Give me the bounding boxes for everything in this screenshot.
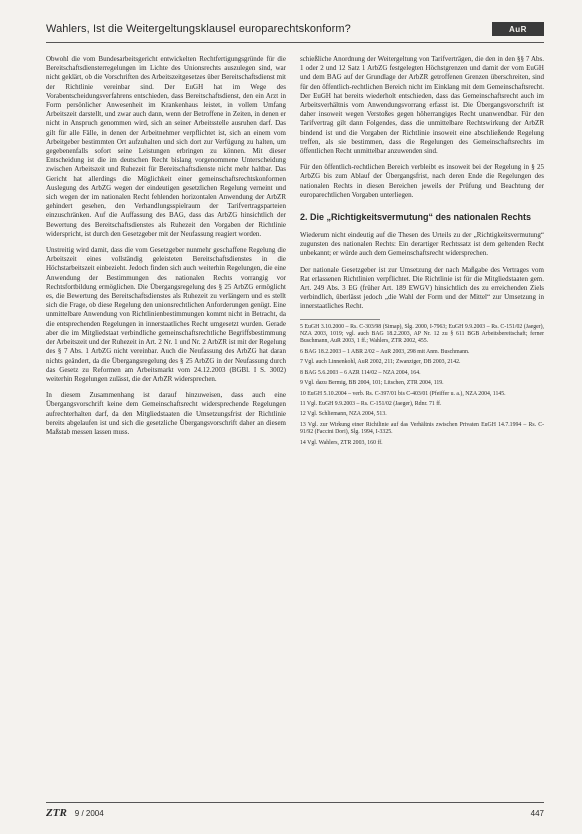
issue-number: 9 / 2004 [74,808,104,818]
footnote: 6 BAG 18.2.2003 – 1 ABR 2/02 – AuR 2003, 298 mit Anm. Buschmann. [300,348,470,355]
footnote: 9 Vgl. dazu Bermig, BB 2004, 101; Litschen, ZTR 2004, 119. [300,380,444,387]
footnote: 5 EuGH 3.10.2000 – Rs. C-303/98 (Simap), Slg. 2000, I-7963; EuGH 9.9.2003 – Rs. C-151/02 (Jaeger), NZA 2003, 1019; vgl. auch BAG 18.2.2003, AP Nr. 12 zu § 611 BGB Arbeitsbereitschaft; ferner Buschmann, AuR 2003, 1 ff.; Wahlers, ZTR 2002, 455. [300,323,544,345]
footnote: 8 BAG 5.6.2003 – 6 AZR 114/02 – NZA 2004, 164. [300,369,421,376]
footnote-divider [300,319,380,320]
body-paragraph: Wiederum nicht eindeutig auf die Thesen des Urteils zu der „Richtigkeitsvermutung“ zugunsten des nationalen Rechts: Ein derartiger Rechtssatz ist dem geltenden Recht unbekannt; er würde auch dem Gemeinschaftsrecht widersprechen. [300,231,544,258]
footnote: 7 Vgl. auch Linnenkohl, AuR 2002, 211; Zwanziger, DB 2003, 2142. [300,359,461,366]
body-paragraph: Für den öffentlich-rechtlichen Bereich verbleibt es insoweit bei der Regelung in § 25 ArbZG bis zum Ablauf der Übergangsfrist, nach deren Ende die Regelungen des nationalen Rechts in diesen Bereichen jeweils der Prüfung und Beachtung der europarechtlichen Vorgaben unterliegen. [300,163,544,199]
header-rule [46,42,544,43]
left-column [46,55,286,444]
footer-rule [46,802,544,803]
body-paragraph: Unstreitig wird damit, dass die vom Gesetzgeber nunmehr geschaffene Regelung die Arbeitszeit eines vollständig geleisteten Bereitschaftsdienstes in die Höchstarbeitszeit einbezieht. Jedoch finden sich auch weiterhin Regelungen, die eine Anwendung der Bestimmungen des nationalen Rechts vorrangig vor Rechtsfortbildung ermöglichen. Die Übergangsregelung des § 25 ArbZG ermöglicht es, die Bewertung des Bereitschaftsdienstes als Ruhezeit zu verlängern und es stellt sich die Frage, ob diese Regelung den unionsrechtlichen Anforderungen genügt. Eine unmittelbare Anwendung von Richtlinienbestimmungen kommt nicht in Betracht, da die entsprechenden Regelungen in innerstaatliches Recht umgesetzt wurden. Gerade aber die im Mitgliedstaat verbindliche gemeinschaftsrechtliche Begriffsbestimmung der Arbeitszeit und der Ruhezeit in Art. 2 Nr. 1 und Nr. 2 ArbZR ist mit der Regelung des § 7 Abs. 1 ArbZG nicht vereinbar. Auch die Neufassung des ArbZG hat daran nichts geändert, da die Übergangsregelung des § 25 ArbZG in der Neufassung durch das Gesetz zu Reformen am Arbeitsmarkt vom 24.12.2003 (BGBl. I S. 3002) weiterhin Regelungen zulässt, die der ArbZR widersprechen. [46,246,286,383]
footnote: 11 Vgl. EuGH 9.9.2003 – Rs. C-151/02 (Jaeger), Rdnr. 71 ff. [300,400,442,407]
footnote: 13 Vgl. zur Wirkung einer Richtlinie auf das Verhältnis zwischen Privaten EuGH 14.7.1994 – Rs. C-91/92 (Faccini Dori), Slg. 1994, I-3325. [300,421,544,436]
header-title: Wahlers, Ist die Weitergeltungsklausel europarechtskonform? [46,23,351,35]
right-column [300,55,544,450]
page-footer [46,806,544,820]
footnote: 12 Vgl. Schliemann, NZA 2004, 513. [300,411,387,418]
footnote: 10 EuGH 5.10.2004 – verb. Rs. C-397/01 bis C-403/01 (Pfeiffer u. a.), NZA 2004, 1145. [300,390,506,397]
footnote: 14 Vgl. Wahlers, ZTR 2003, 160 ff. [300,439,383,446]
body-paragraph: In diesem Zusammenhang ist darauf hinzuweisen, dass auch eine Übergangsvorschrift keine dem Gemeinschaftsrecht widersprechende Regelungen aufrechterhalten darf, da den Mitgliedstaaten die Umsetzungsfrist der Richtlinie bereits abgelaufen ist und sich die gesetzliche Übergangsvorschrift daher an diesem Maßstab messen lassen muss. [46,391,286,436]
journal-logo: AuR [492,22,544,36]
running-header [46,18,544,40]
body-paragraph: Obwohl die vom Bundesarbeitsgericht entwickelten Rechtfertigungsgründe für die Bereitschaftsdiensterregelungen im Lichte des Unionsrechts auszulegen sind, war nicht geklärt, ob die Vorschriften des Arbeitszeitgesetzes über Bereitschaftsdienst mit der Richtlinie vereinbar sind. Der EuGH hat im Wege des Vorabentscheidungsverfahrens entschieden, dass Bereitschaftsdienst, den ein Arzt in Form persönlicher Anwesenheit im Krankenhaus leistet, in vollem Umfang Arbeitszeit darstellt, und zwar auch dann, wenn der Betroffene in Zeiten, in denen er nicht in Anspruch genommen wird, sich an seiner Arbeitsstelle ausruhen darf. Das gilt für alle Fälle, in denen der Arbeitnehmer verpflichtet ist, sich an einem vom Arbeitgeber bestimmten Ort aufzuhalten und sich dort zur Verfügung zu halten, um gegebenenfalls sofort seine Leistungen erbringen zu können. Mit dieser Entscheidung ist die im deutschen Recht bislang vorgenommene Unterscheidung zwischen Arbeitszeit und Ruhezeit für Bereitschaftsdienste nicht mehr haltbar. Das Gericht hat allerdings die Möglichkeit einer gemeinschaftsrechtskonformen Auslegung des ArbZG wegen der eindeutigen gesetzlichen Regelung verneint und sich wegen der im nationalen Recht fehlenden horizontalen Anwendung der ArbZR gehindert gesehen, den Verhandlungsspielraum der Tarifvertragsparteien einzuschränken. Auf die Auffassung des BAG, dass das ArbZG hinsichtlich der Bewertung des Bereitschaftsdienstes als Ruhezeit den Vorgaben der Richtlinie widerspricht, ist durch den Gesetzgeber mit der Neufassung reagiert worden. [46,55,286,238]
footer-logo: ZTR [46,807,67,819]
page-number: 447 [530,808,544,818]
section-heading: 2. Die „Richtigkeitsvermutung“ des nationalen Rechts [300,212,532,223]
body-paragraph: schießliche Anordnung der Weitergeltung von Tarifverträgen, die den in den §§ 7 Abs. 1 oder 2 und 12 Satz 1 ArbZG festgelegten Höchstgrenzen und damit der vom EuGH und dem BAG auf der Grundlage der ArbZR getroffenen Grenzen überschreiten, sind für den öffentlich-rechtlichen Bereich nicht im Einklang mit dem Gemeinschaftsrecht. Der EuGH hat bereits wiederholt entschieden, dass das Gemeinschaftsrecht auch im Arbeitsverhältnis vom Anwendungsvorrang erfasst ist. Die Übergangsvorschrift ist daher insoweit wegen Verstoßes gegen höherrangiges Recht unanwendbar. Für den Tarifvertrag gilt dann Folgendes, dass die unmittelbare Rechtswirkung der ArbZR bindend ist und die Vorgaben der Richtlinie insoweit eine abschließende Regelung treffen, als sie bestimmen, dass die Regelungen des Gemeinschaftsrechts im öffentlichen Recht unmittelbar anzuwenden sind. [300,55,544,156]
body-paragraph: Der nationale Gesetzgeber ist zur Umsetzung der nach Maßgabe des Vertrages vom Rat erlassenen Richtlinien verpflichtet. Die Richtlinie ist für die Mitgliedstaaten gem. Art. 249 Abs. 3 EG (früher Art. 189 EWGV) hinsichtlich des zu erreichenden Ziels verbindlich, überlässt jedoch „die Wahl der Form und der Mittel“ zur Umsetzung in innerstaatliches Recht. [300,265,544,311]
